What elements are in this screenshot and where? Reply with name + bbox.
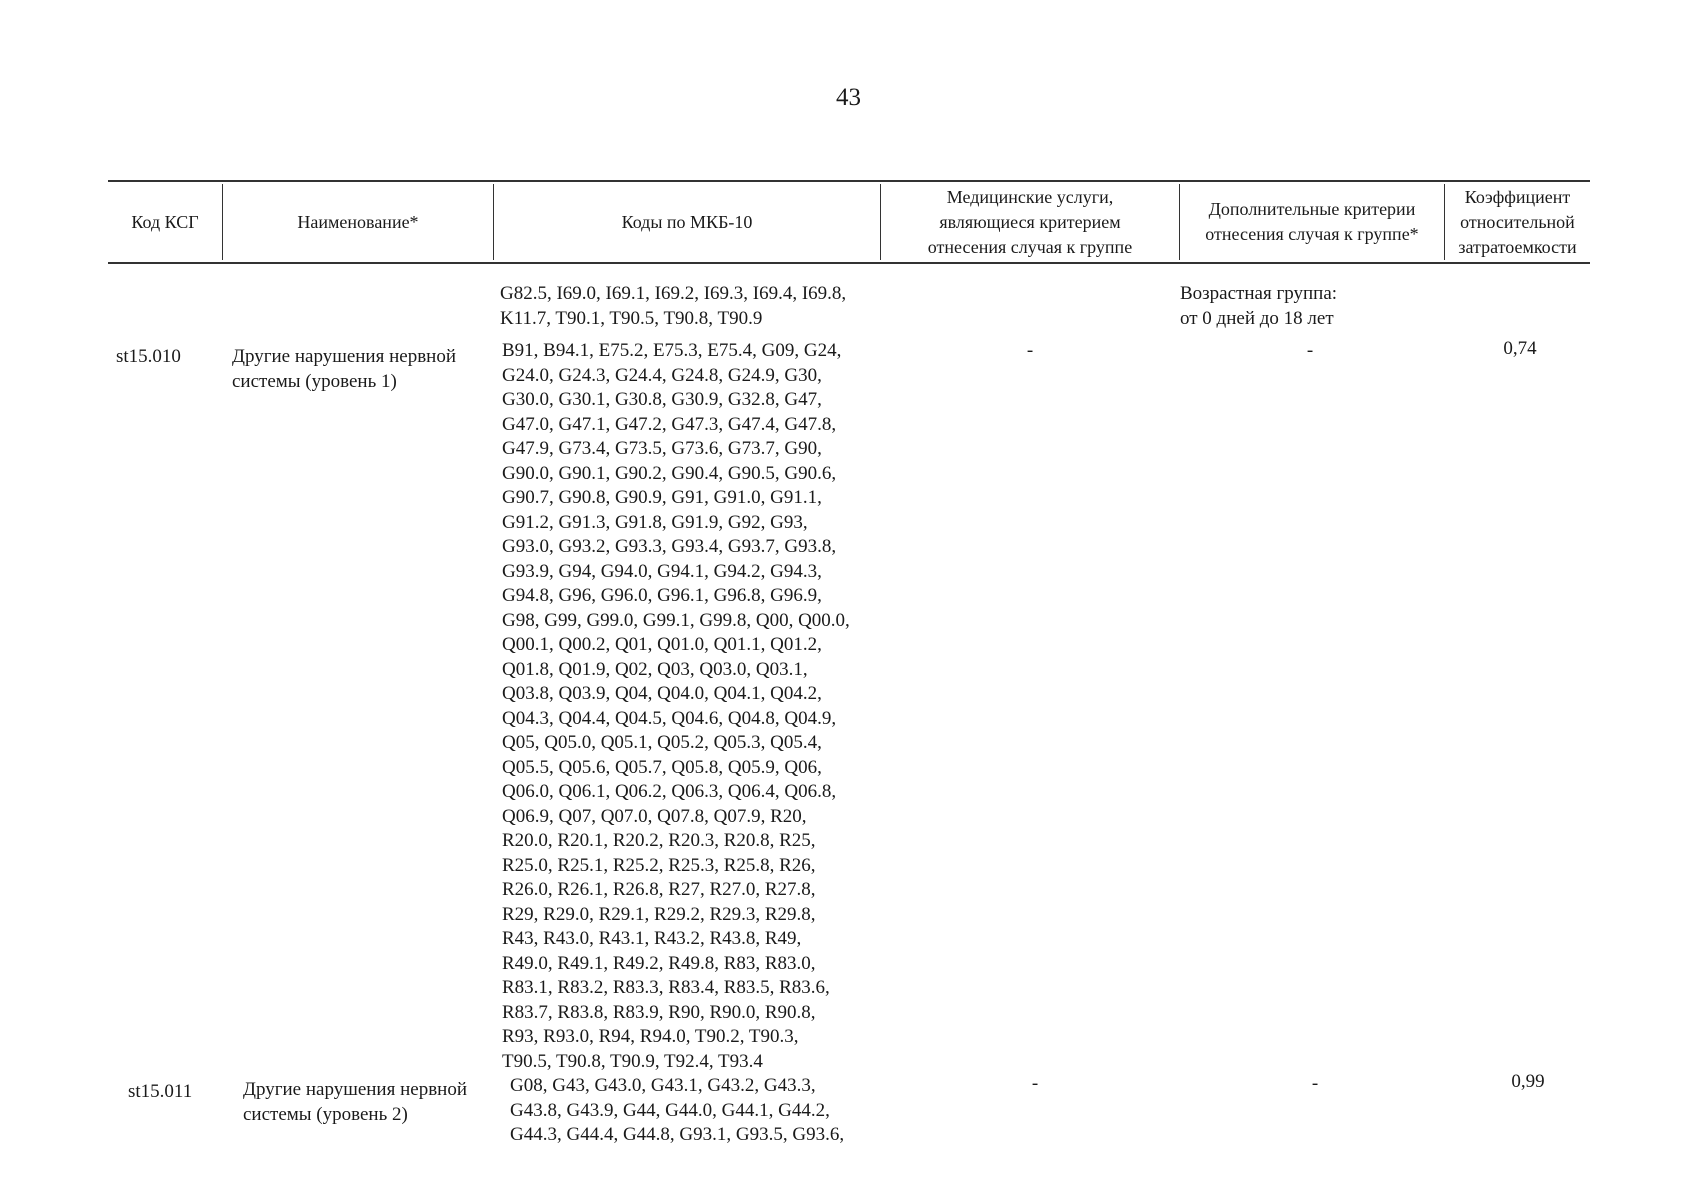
- row-code: st15.011: [128, 1081, 193, 1102]
- icd-line: G30.0, G30.1, G30.8, G30.9, G32.8, G47,: [502, 389, 822, 410]
- criteria-line: от 0 дней до 18 лет: [1180, 307, 1334, 329]
- row-name: [243, 1078, 467, 1127]
- column-divider: [222, 184, 223, 260]
- header-coef: [1445, 182, 1590, 262]
- table-header: [108, 180, 1590, 264]
- header-services-line: Медицинские услуги,: [946, 186, 1114, 207]
- header-name: Наименование*: [297, 211, 419, 232]
- row-coef: 0,74: [1503, 338, 1537, 359]
- row-services: -: [1026, 340, 1034, 361]
- icd-line: R20.0, R20.1, R20.2, R20.3, R20.8, R25,: [502, 830, 816, 851]
- header-coef-line: Коэффициент: [1464, 186, 1571, 207]
- continuation-criteria: [1180, 282, 1337, 331]
- icd-line: G93.9, G94, G94.0, G94.1, G94.2, G94.3,: [502, 560, 822, 582]
- row-icd-codes: [502, 339, 850, 1074]
- name-line: Другие нарушения нервной: [232, 346, 457, 367]
- icd-line: G94.8, G96, G96.0, G96.1, G96.8, G96.9,: [502, 585, 822, 606]
- icd-line: Q06.0, Q06.1, Q06.2, Q06.3, Q06.4, Q06.8,: [502, 781, 837, 802]
- row-name: [232, 345, 456, 394]
- header-criteria-line: Дополнительные критерии: [1208, 199, 1416, 219]
- icd-line: Q03.8, Q03.9, Q04, Q04.0, Q04.1, Q04.2,: [502, 683, 822, 704]
- icd-line: G90.0, G90.1, G90.2, G90.4, G90.5, G90.6,: [502, 462, 837, 484]
- icd-line: G93.0, G93.2, G93.3, G93.4, G93.7, G93.8,: [502, 536, 837, 557]
- header-services-line: являющиеся критерием: [939, 211, 1121, 232]
- column-divider: [1179, 184, 1180, 260]
- icd-line: R83.1, R83.2, R83.3, R83.4, R83.5, R83.6,: [502, 977, 830, 998]
- icd-line: R29, R29.0, R29.1, R29.2, R29.3, R29.8,: [502, 903, 816, 925]
- icd-line: Q06.9, Q07, Q07.0, Q07.8, Q07.9, R20,: [502, 805, 807, 827]
- icd-line: Q00.1, Q00.2, Q01, Q01.0, Q01.1, Q01.2,: [502, 634, 822, 655]
- name-line: системы (уровень 2): [243, 1103, 408, 1125]
- header-coef-line: затратоемкости: [1458, 236, 1577, 257]
- icd-line: T90.5, T90.8, T90.9, T92.4, T93.4: [502, 1050, 763, 1072]
- row-criteria: -: [1311, 1073, 1319, 1094]
- icd-line: G47.0, G47.1, G47.2, G47.3, G47.4, G47.8,: [502, 413, 837, 435]
- header-services: [881, 182, 1179, 262]
- icd-line: G24.0, G24.3, G24.4, G24.8, G24.9, G30,: [502, 364, 822, 386]
- row-icd-codes: [510, 1074, 844, 1148]
- icd-line: R49.0, R49.1, R49.2, R49.8, R83, R83.0,: [502, 952, 816, 974]
- page-number: 43: [836, 84, 861, 111]
- icd-line: Q05, Q05.0, Q05.1, Q05.2, Q05.3, Q05.4,: [502, 732, 822, 753]
- icd-line: R93, R93.0, R94, R94.0, T90.2, T90.3,: [502, 1026, 799, 1047]
- column-divider: [1444, 184, 1445, 260]
- header-code: Код КСГ: [131, 211, 199, 232]
- icd-line: G47.9, G73.4, G73.5, G73.6, G73.7, G90,: [502, 438, 822, 459]
- icd-line: R83.7, R83.8, R83.9, R90, R90.0, R90.8,: [502, 1001, 816, 1023]
- continuation-icd: [500, 282, 846, 331]
- icd-line: G82.5, I69.0, I69.1, I69.2, I69.3, I69.4, I69.8,: [500, 283, 847, 304]
- row-services: -: [1031, 1073, 1039, 1094]
- header-criteria-line: отнесения случая к группе*: [1205, 224, 1419, 244]
- header-services-line: отнесения случая к группе: [927, 236, 1133, 257]
- header-icd: Коды по МКБ-10: [621, 211, 753, 232]
- icd-line: G08, G43, G43.0, G43.1, G43.2, G43.3,: [510, 1075, 816, 1096]
- icd-line: G44.3, G44.4, G44.8, G93.1, G93.5, G93.6,: [510, 1124, 845, 1145]
- icd-line: R43, R43.0, R43.1, R43.2, R43.8, R49,: [502, 928, 802, 949]
- criteria-line: Возрастная группа:: [1180, 283, 1338, 304]
- icd-line: G98, G99, G99.0, G99.1, G99.8, Q00, Q00.0,: [502, 609, 850, 631]
- icd-line: B91, B94.1, E75.2, E75.3, E75.4, G09, G24,: [502, 340, 842, 361]
- icd-line: R25.0, R25.1, R25.2, R25.3, R25.8, R26,: [502, 854, 816, 876]
- header-coef-line: относительной: [1460, 211, 1575, 232]
- icd-line: Q05.5, Q05.6, Q05.7, Q05.8, Q05.9, Q06,: [502, 756, 822, 778]
- row-criteria: -: [1306, 340, 1314, 361]
- row-coef: 0,99: [1511, 1071, 1545, 1092]
- name-line: Другие нарушения нервной: [243, 1079, 468, 1100]
- header-criteria: [1180, 182, 1444, 262]
- row-code: st15.010: [116, 346, 181, 367]
- icd-line: G90.7, G90.8, G90.9, G91, G91.0, G91.1,: [502, 487, 822, 508]
- icd-line: K11.7, T90.1, T90.5, T90.8, T90.9: [500, 307, 763, 329]
- column-divider: [493, 184, 494, 260]
- icd-line: Q01.8, Q01.9, Q02, Q03, Q03.0, Q03.1,: [502, 658, 808, 680]
- icd-line: R26.0, R26.1, R26.8, R27, R27.0, R27.8,: [502, 879, 816, 900]
- icd-line: G91.2, G91.3, G91.8, G91.9, G92, G93,: [502, 511, 808, 533]
- name-line: системы (уровень 1): [232, 370, 397, 392]
- column-divider: [880, 184, 881, 260]
- icd-line: Q04.3, Q04.4, Q04.5, Q04.6, Q04.8, Q04.9,: [502, 707, 837, 729]
- icd-line: G43.8, G43.9, G44, G44.0, G44.1, G44.2,: [510, 1099, 830, 1121]
